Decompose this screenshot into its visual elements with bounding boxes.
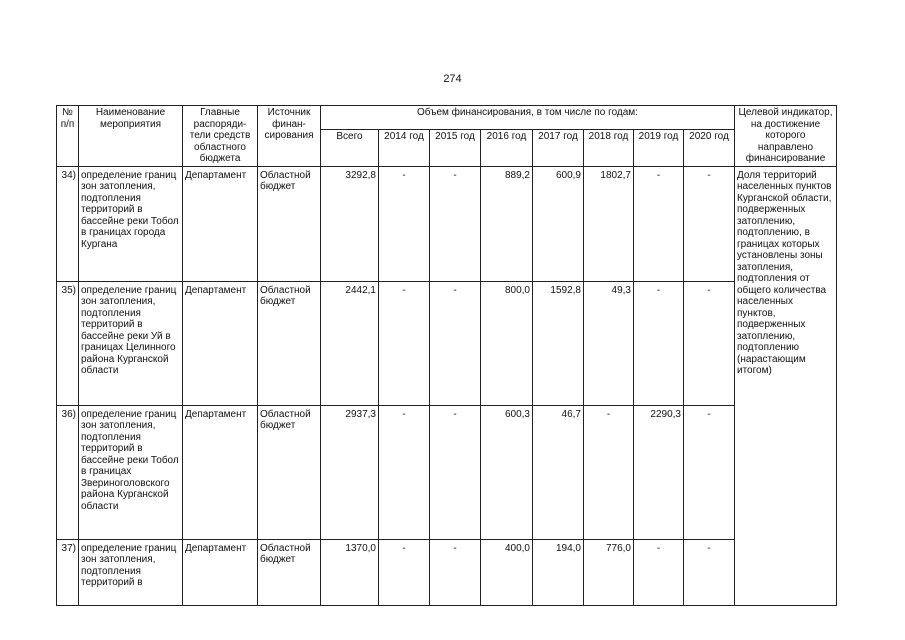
table-row — [57, 539, 837, 605]
row-2017: 1592,8 — [533, 281, 584, 405]
row-2015: - — [430, 405, 481, 539]
row-num: 35) — [57, 281, 79, 405]
header-2018: 2018 год — [584, 129, 634, 166]
row-2018: - — [584, 405, 634, 539]
row-2018: 776,0 — [584, 539, 634, 605]
row-2020: - — [684, 166, 735, 281]
header-indicator: Целевой индикатор, на достижение которого направлено финансирование — [735, 106, 837, 167]
row-2014: - — [379, 405, 430, 539]
row-2019: 2290,3 — [634, 405, 684, 539]
row-2018: 1802,7 — [584, 166, 634, 281]
row-2016: 800,0 — [481, 281, 533, 405]
row-num: 34) — [57, 166, 79, 281]
row-2018: 49,3 — [584, 281, 634, 405]
header-2020: 2020 год — [684, 129, 735, 166]
table-row — [57, 166, 837, 281]
table-row — [57, 281, 837, 405]
row-2014: - — [379, 281, 430, 405]
row-name: определение границ зон затопления, подтопления территорий в бассейне реки Уй в границах Целинного района Курганской области — [79, 281, 183, 405]
row-2020: - — [684, 539, 735, 605]
budget-table — [56, 105, 837, 606]
row-total: 2937,3 — [321, 405, 379, 539]
row-source: Областной бюджет — [258, 405, 321, 539]
header-2017: 2017 год — [533, 129, 584, 166]
header-managers: Главные распоряди-тели средств областного бюджета — [183, 106, 258, 167]
row-2016: 400,0 — [481, 539, 533, 605]
page-number: 274 — [443, 73, 462, 85]
row-source: Областной бюджет — [258, 539, 321, 605]
row-2017: 194,0 — [533, 539, 584, 605]
row-2017: 600,9 — [533, 166, 584, 281]
row-2014: - — [379, 166, 430, 281]
header-source: Источник финан-сирования — [258, 106, 321, 167]
row-manager: Департамент — [183, 166, 258, 281]
row-2015: - — [430, 281, 481, 405]
row-2020: - — [684, 281, 735, 405]
header-2015: 2015 год — [430, 129, 481, 166]
row-num: 37) — [57, 539, 79, 605]
row-2015: - — [430, 166, 481, 281]
row-2014: - — [379, 539, 430, 605]
row-manager: Департамент — [183, 405, 258, 539]
row-name: определение границ зон затопления, подтопления территорий в бассейне реки Тобол в границах Звериноголовского района Курганской области — [79, 405, 183, 539]
row-total: 3292,8 — [321, 166, 379, 281]
header-num: № п/п — [57, 106, 79, 167]
header-2019: 2019 год — [634, 129, 684, 166]
header-name: Наименование мероприятия — [79, 106, 183, 167]
row-2016: 889,2 — [481, 166, 533, 281]
header-2016: 2016 год — [481, 129, 533, 166]
row-2016: 600,3 — [481, 405, 533, 539]
row-2015: - — [430, 539, 481, 605]
indicator-cell: Доля территорий населенных пунктов Курганской области, подверженных затоплению, подтоплению, в границах которых установлены зоны затопления, подтопления от общего количества населенных пунктов, подверженных затоплению, подтоплению (нарастающим итогом) — [735, 166, 837, 605]
row-2019: - — [634, 166, 684, 281]
row-2017: 46,7 — [533, 405, 584, 539]
row-2019: - — [634, 539, 684, 605]
row-manager: Департамент — [183, 539, 258, 605]
header-2014: 2014 год — [379, 129, 430, 166]
header-total: Всего — [321, 129, 379, 166]
header-volume: Объем финансирования, в том числе по годам: — [321, 106, 735, 130]
row-manager: Департамент — [183, 281, 258, 405]
row-num: 36) — [57, 405, 79, 539]
row-name: определение границ зон затопления, подтопления территорий в бассейне реки Тобол в границах города Кургана — [79, 166, 183, 281]
row-name: определение границ зон затопления, подтопления территорий в — [79, 539, 183, 605]
row-total: 2442,1 — [321, 281, 379, 405]
row-total: 1370,0 — [321, 539, 379, 605]
row-source: Областной бюджет — [258, 281, 321, 405]
row-source: Областной бюджет — [258, 166, 321, 281]
table-row — [57, 405, 837, 539]
row-2020: - — [684, 405, 735, 539]
row-2019: - — [634, 281, 684, 405]
